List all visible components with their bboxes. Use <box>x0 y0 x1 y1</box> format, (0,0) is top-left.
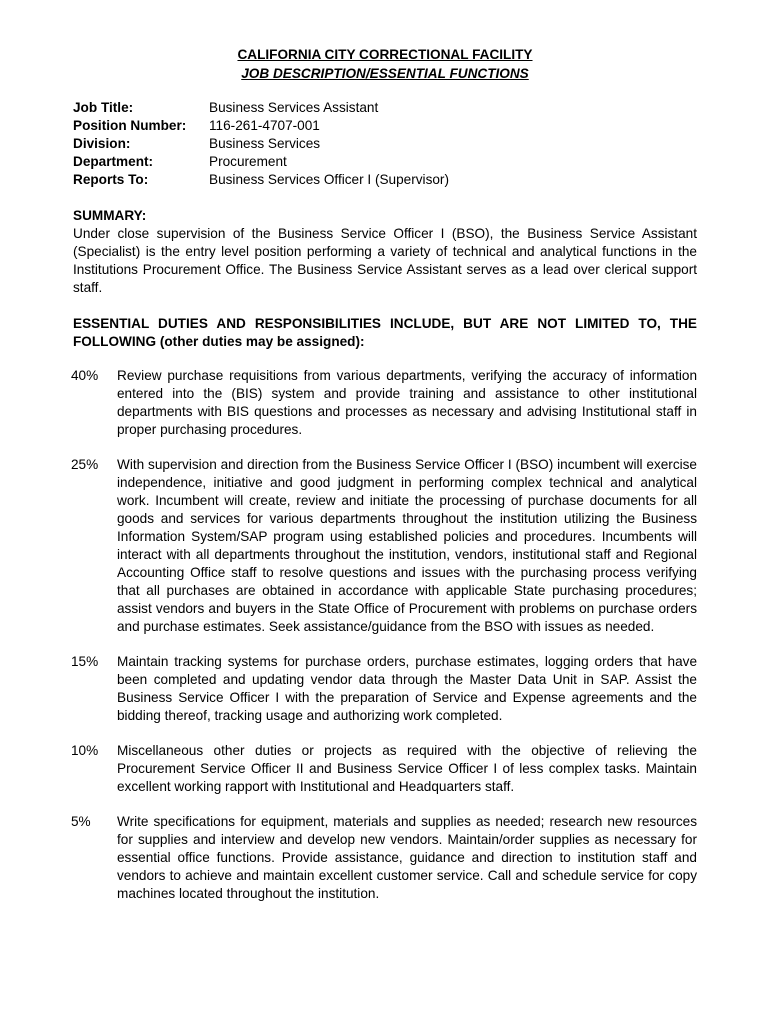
summary-heading: SUMMARY: <box>73 208 147 223</box>
info-row-division <box>73 135 697 153</box>
info-value: 116-261-4707-001 <box>209 118 320 133</box>
duty-text: Review purchase requisitions from various departments, verifying the accuracy of information entered into the (BIS) system and provide training and assistance to other institutional departments with BIS questions and processes as necessary and advising Institutional staff in proper purchasing procedures. <box>117 368 697 437</box>
duty-text: Write specifications for equipment, materials and supplies as needed; research new resources for supplies and interview and develop new vendors. Maintain/order supplies as necessary for essential office functions. Provide assistance, guidance and direction to institution staff and vendors to achieve and maintain excellent customer service. Call and schedule service for copy machines located throughout the institution. <box>117 814 697 901</box>
info-row-department <box>73 153 697 171</box>
document-page <box>73 45 697 920</box>
info-label: Department: <box>73 154 154 169</box>
duty-item <box>73 367 697 439</box>
duty-percent: 40% <box>71 368 99 383</box>
duty-text: With supervision and direction from the Business Service Officer I (BSO) incumbent will exercise independence, initiative and good judgment in performing complex technical and analytical work. Incumbent will create, review and initiate the processing of purchase documents for all goods and services for various departments throughout the institution utilizing the Business Information System/SAP program using established policies and procedures. Incumbents will interact with all departments throughout the institution, vendors, institutional staff and Regional Accounting Office staff to resolve questions and issues with the purchasing process verifying that all purchases are obtained in accordance with applicable State purchasing procedures; assist vendors and buyers in the State Office of Procurement with problems on purchase orders and purchase estimates. Seek assistance/guidance from the BSO with issues as needed. <box>117 457 697 634</box>
document-title: CALIFORNIA CITY CORRECTIONAL FACILITY <box>237 47 533 62</box>
duty-percent: 10% <box>71 743 99 758</box>
info-value: Business Services <box>209 136 321 151</box>
info-value: Procurement <box>209 154 287 169</box>
duty-item <box>73 813 697 903</box>
info-label: Position Number: <box>73 118 187 133</box>
info-row-position-number <box>73 117 697 135</box>
info-row-reports-to <box>73 171 697 189</box>
duty-percent: 15% <box>71 654 99 669</box>
duties-list <box>73 367 697 903</box>
duty-percent: 25% <box>71 457 99 472</box>
duty-item <box>73 742 697 796</box>
info-label: Division: <box>73 136 131 151</box>
duties-heading: ESSENTIAL DUTIES AND RESPONSIBILITIES INCLUDE, BUT ARE NOT LIMITED TO, THE FOLLOWING (other duties may be assigned): <box>73 316 697 349</box>
document-subtitle: JOB DESCRIPTION/ESSENTIAL FUNCTIONS <box>241 66 529 81</box>
info-value: Business Services Assistant <box>209 100 379 115</box>
job-info-table <box>73 99 697 189</box>
info-value: Business Services Officer I (Supervisor) <box>209 172 449 187</box>
duty-text: Maintain tracking systems for purchase orders, purchase estimates, logging orders that have been completed and updating vendor data through the Master Data Unit in SAP. Assist the Business Service Officer I with the preparation of Service and Expense agreements and the bidding thereof, tracking usage and authorizing work completed. <box>117 654 697 723</box>
duty-item <box>73 653 697 725</box>
duty-item <box>73 456 697 636</box>
info-row-job-title <box>73 99 697 117</box>
info-label: Reports To: <box>73 172 149 187</box>
duty-text: Miscellaneous other duties or projects as required with the objective of relieving the Procurement Service Officer II and Business Service Officer I of less complex tasks. Maintain excellent working rapport with Institutional and Headquarters staff. <box>117 743 697 794</box>
info-label: Job Title: <box>73 100 134 115</box>
summary-text: Under close supervision of the Business Service Officer I (BSO), the Business Service Assistant (Specialist) is the entry level position performing a variety of technical and analytical functions in the Institutions Procurement Office. The Business Service Assistant serves as a lead over clerical support staff. <box>73 226 697 295</box>
duty-percent: 5% <box>71 814 91 829</box>
